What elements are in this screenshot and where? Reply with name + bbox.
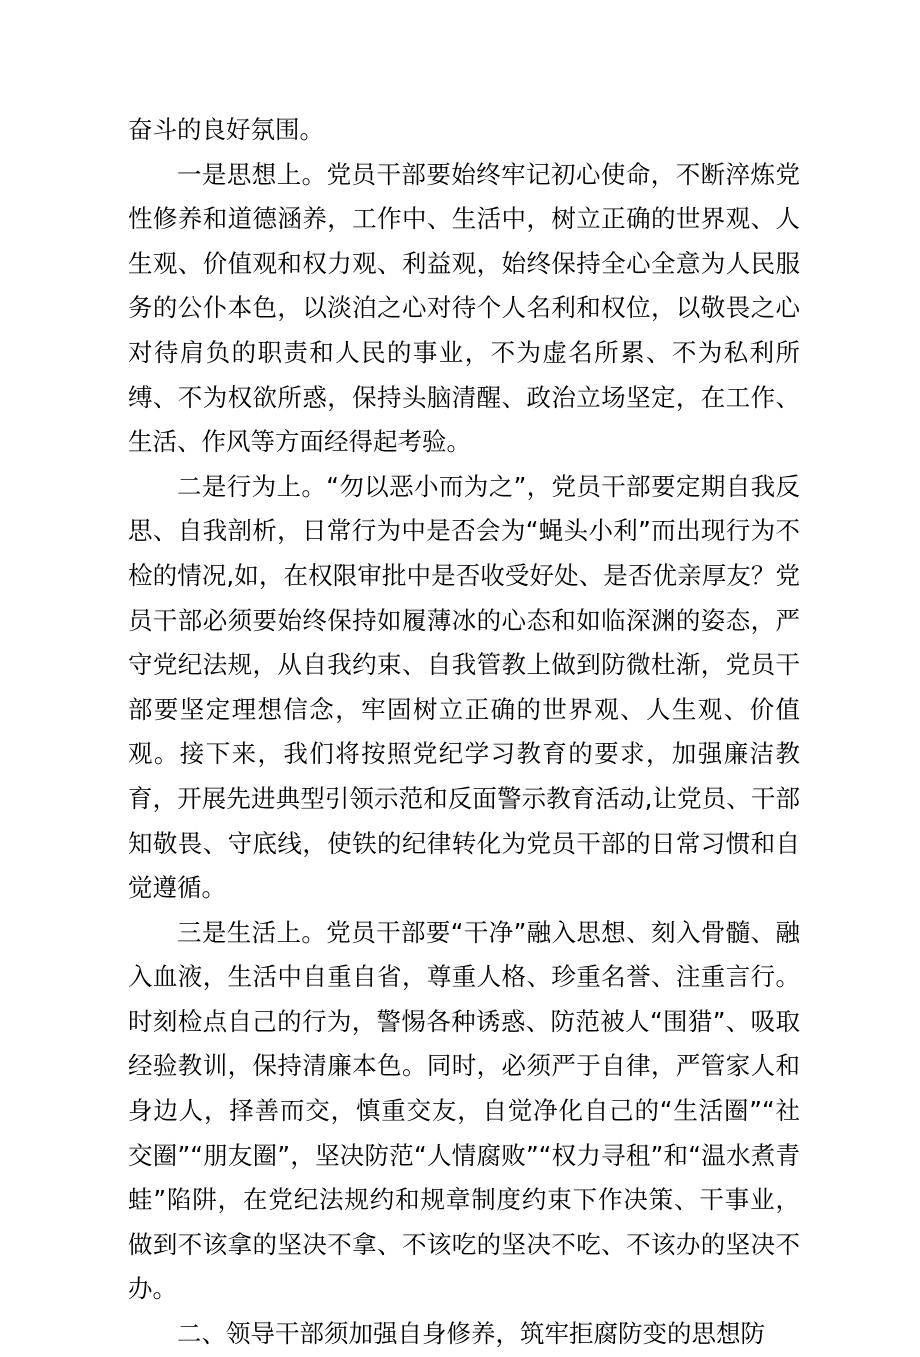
paragraph-behavior: 二是行为上。“勿以恶小而为之”，党员干部要定期自我反思、自我剖析，日常行为中是否会为“蝇头小利”而出现行为不检的情况,如，在权限审批中是否收受好处、是否优亲厚友？党员干部必须要始终保持如履薄冰的心态和如临深渊的姿态，严守党纪法规，从自我约束、自我管教上做到防微杜渐，党员干部要坚定理想信念，牢固树立正确的世界观、人生观、价值观。接下来，我们将按照党纪学习教育的要求，加强廉洁教育，开展先进典型引领示范和反面警示教育活动,让党员、干部知敬畏、守底线，使铁的纪律转化为党员干部的日常习惯和自觉遵循。 (128, 471, 800, 903)
paragraph-continuation: 奋斗的良好氛围。 (128, 115, 324, 144)
paragraph-ideology: 一是思想上。党员干部要始终牢记初心使命，不断淬炼党性修养和道德涵养，工作中、生活中，树立正确的世界观、人生观、价值观和权力观、利益观，始终保持全心全意为人民服务的公仆本色，以淡泊之心对待个人名利和权位，以敬畏之心对待肩负的职责和人民的事业，不为虚名所累、不为私利所缚、不为权欲所惑，保持头脑清醒、政治立场坚定，在工作、生活、作风等方面经得起考验。 (128, 159, 800, 457)
section-heading-two: 二、领导干部须加强自身修养，筑牢拒腐防变的思想防 (177, 1319, 765, 1349)
paragraph-life: 三是生活上。党员干部要“干净”融入思想、刻入骨髓、融入血液，生活中自重自省，尊重人格、珍重名誉、注重言行。时刻检点自己的行为，警惕各种诱惑、防范被人“围猎”、吸取经验教训，保持清廉本色。同时，必须严于自律，严管家人和身边人，择善而交，慎重交友，自觉净化自己的“生活圈”“社交圈”“朋友圈”，坚决防范“人情腐败”“权力寻租”和“温水煮青蛙”陷阱，在党纪法规约和规章制度约束下作决策、干事业，做到不该拿的坚决不拿、不该吃的坚决不吃、不该办的坚决不办。 (128, 917, 800, 1304)
document-body (128, 108, 800, 1357)
